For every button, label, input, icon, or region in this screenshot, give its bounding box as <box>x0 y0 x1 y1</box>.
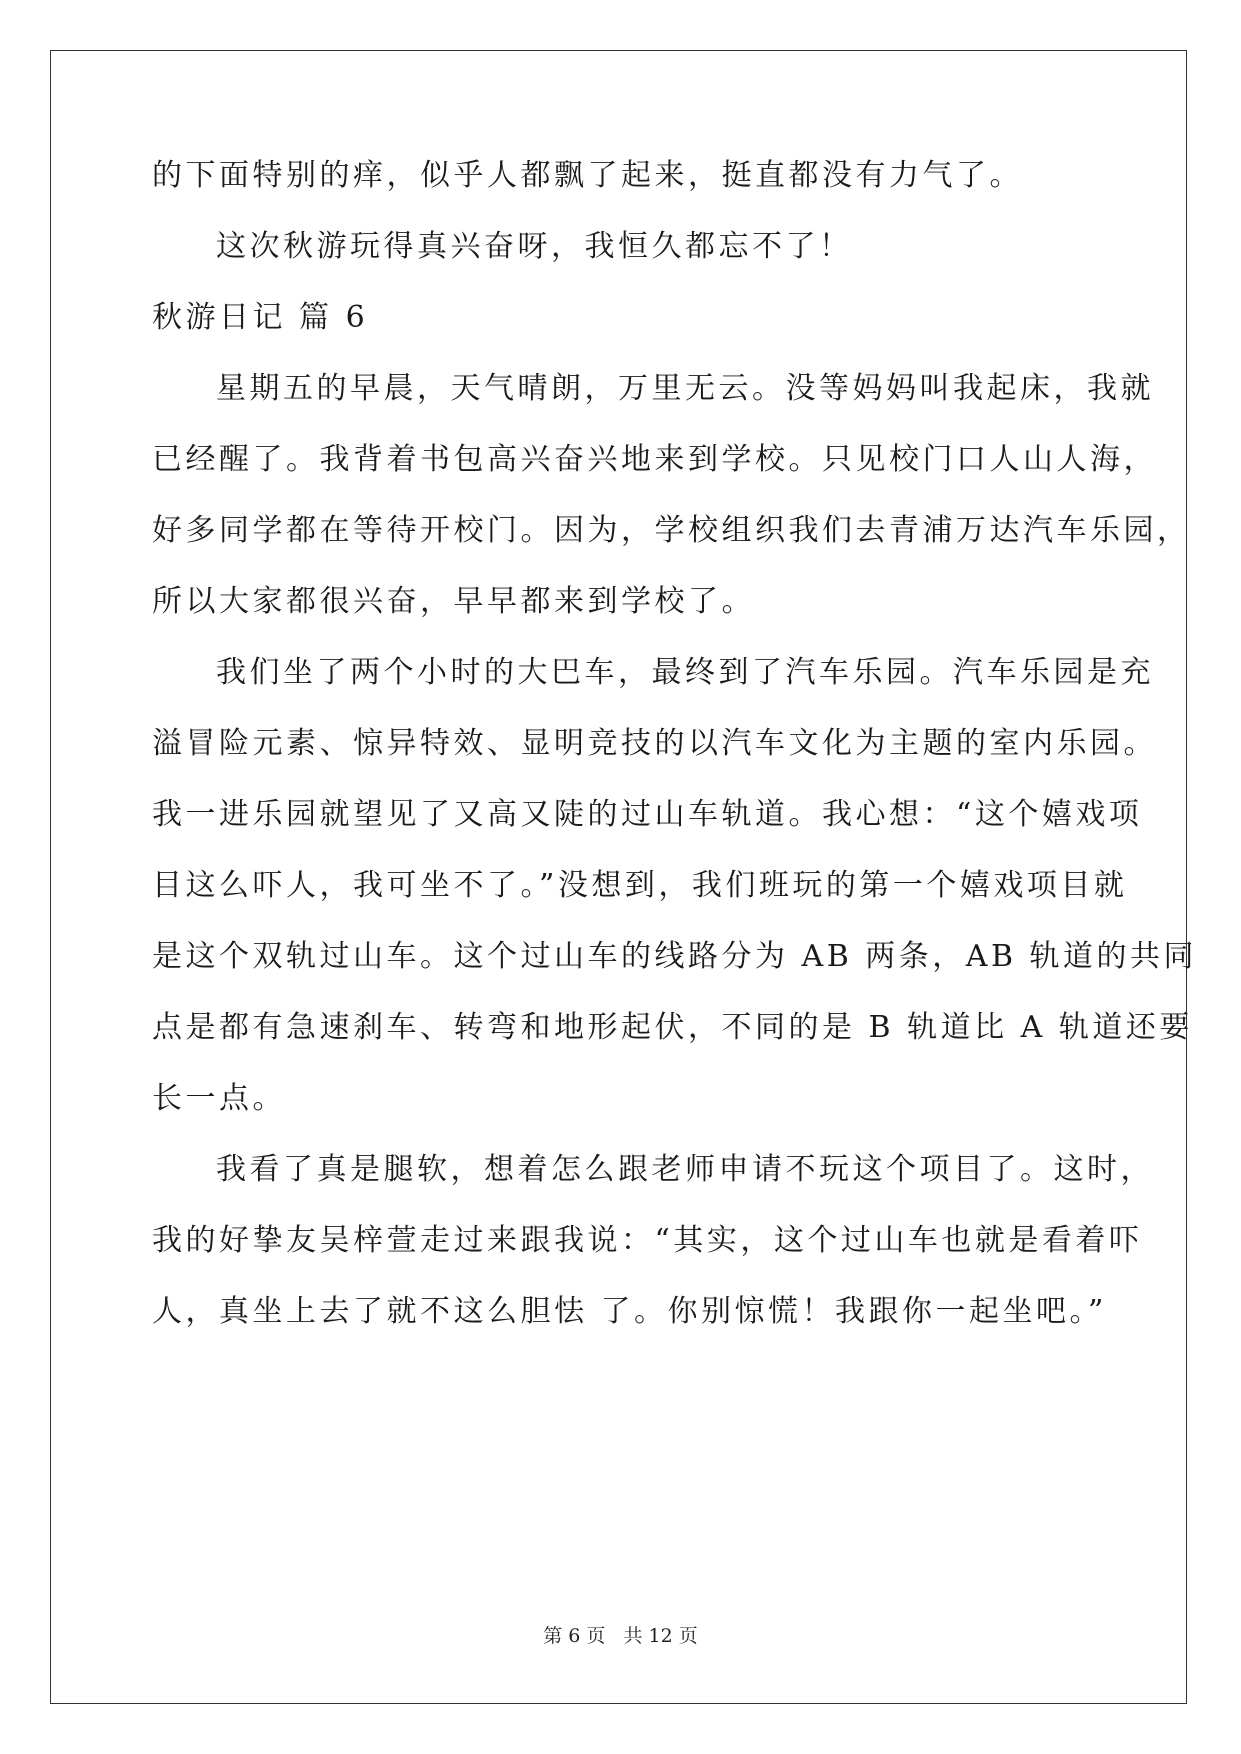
text-line-1: 的下面特别的痒，似乎人都飘了起来，挺直都没有力气了。 <box>152 158 1023 193</box>
text-line-6: 好多同学都在等待开校门。因为，学校组织我们去青浦万达汽车乐园， <box>152 513 1191 548</box>
text-line-9: 溢冒险元素、惊异特效、显明竞技的以汽车文化为主题的室内乐园。 <box>152 726 1157 761</box>
text-line-7: 所以大家都很兴奋，早早都来到学校了。 <box>152 584 755 619</box>
text-line-2: 这次秋游玩得真兴奋呀，我恒久都忘不了！ <box>216 229 853 264</box>
text-line-10: 我一进乐园就望见了又高又陡的过山车轨道。我心想：“这个嬉戏项 <box>152 797 1143 832</box>
text-line-16: 我的好挚友吴梓萱走过来跟我说：“其实，这个过山车也就是看着吓 <box>152 1223 1143 1258</box>
text-line-5: 已经醒了。我背着书包高兴奋兴地来到学校。只见校门口人山人海， <box>152 442 1157 477</box>
text-line-17: 人，真坐上去了就不这么胆怯 了。你别惊慌！我跟你一起坐吧。” <box>152 1294 1107 1329</box>
text-line-11: 目这么吓人，我可坐不了。”没想到，我们班玩的第一个嬉戏项目就 <box>152 868 1128 903</box>
section-heading: 秋游日记 篇 6 <box>152 300 369 335</box>
text-line-15: 我看了真是腿软，想着怎么跟老师申请不玩这个项目了。这时， <box>216 1152 1154 1187</box>
text-line-13: 点是都有急速刹车、转弯和地形起伏，不同的是 B 轨道比 A 轨道还要 <box>152 1010 1193 1045</box>
page-number-footer: 第 6 页 共 12 页 <box>543 1625 698 1647</box>
text-line-14: 长一点。 <box>152 1081 286 1116</box>
text-line-8: 我们坐了两个小时的大巴车，最终到了汽车乐园。汽车乐园是充 <box>216 655 1154 690</box>
text-line-4: 星期五的早晨，天气晴朗，万里无云。没等妈妈叫我起床，我就 <box>216 371 1154 406</box>
text-line-12: 是这个双轨过山车。这个过山车的线路分为 AB 两条，AB 轨道的共同 <box>152 939 1198 974</box>
